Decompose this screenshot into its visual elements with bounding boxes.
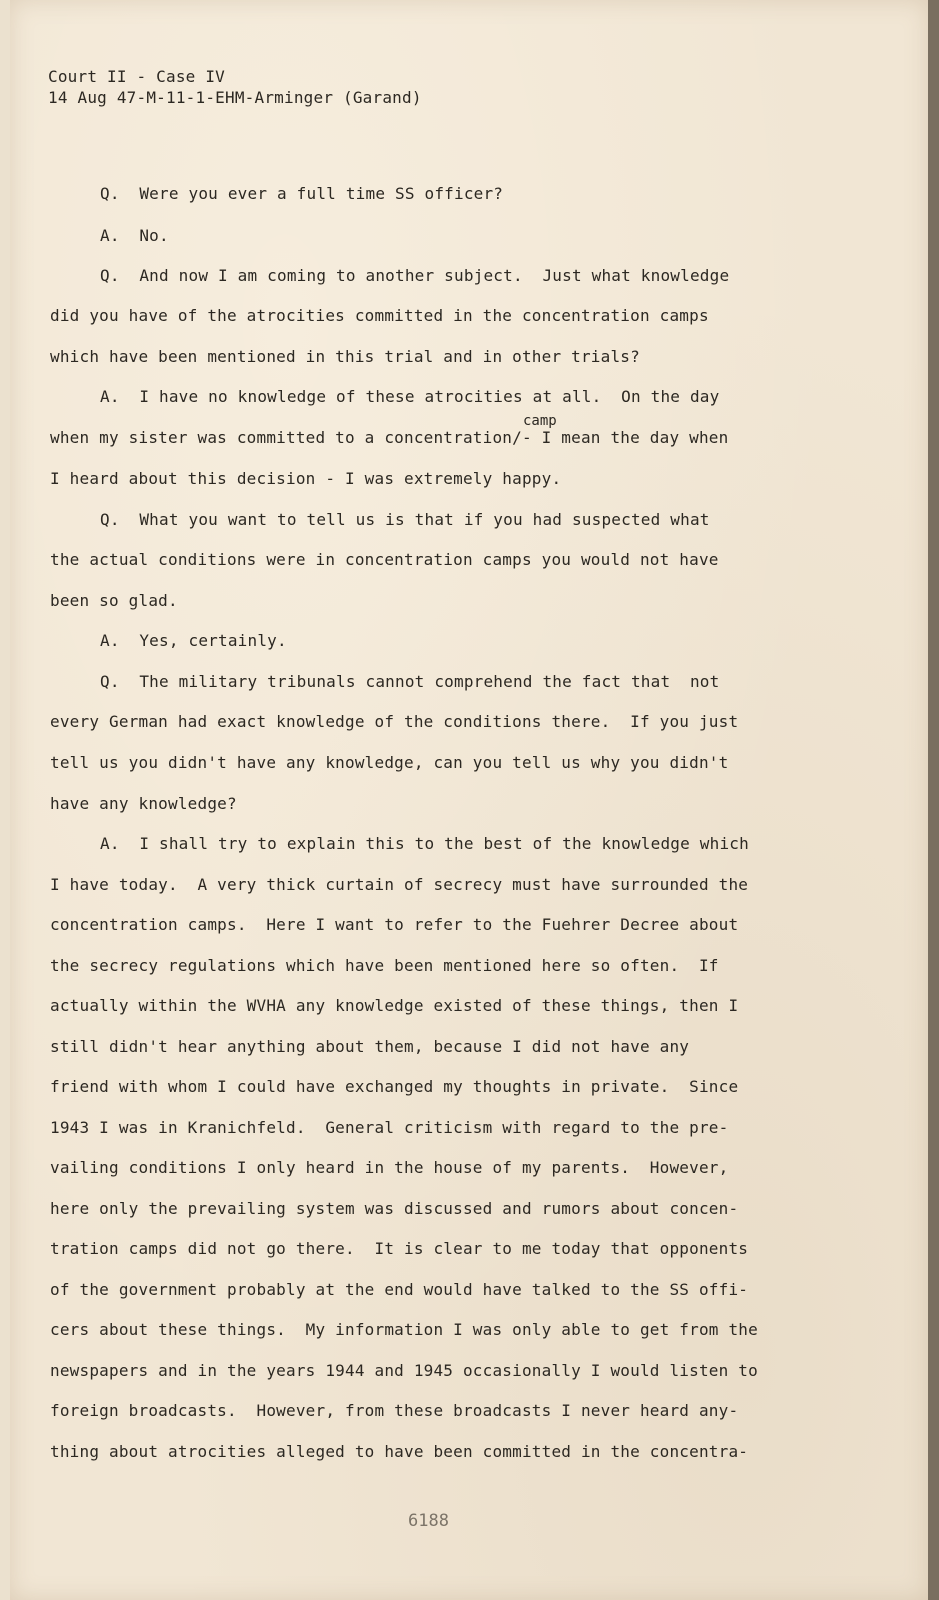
transcript-line: Q. What you want to tell us is that if you had suspected what bbox=[100, 510, 710, 529]
transcript-line: which have been mentioned in this trial and in other trials? bbox=[50, 347, 640, 366]
transcript-line: A. I have no knowledge of these atrocities at all. On the day bbox=[100, 387, 720, 406]
transcript-line: still didn't hear anything about them, because I did not have any bbox=[50, 1037, 690, 1056]
interlinear-insertion: camp bbox=[523, 413, 557, 429]
transcript-line: 1943 I was in Kranichfeld. General criticism with regard to the pre- bbox=[50, 1118, 729, 1137]
transcript-line: concentration camps. Here I want to refer to the Fuehrer Decree about bbox=[50, 915, 739, 934]
transcript-line: newspapers and in the years 1944 and 1945 occasionally I would listen to bbox=[50, 1361, 758, 1380]
transcript-line: of the government probably at the end would have talked to the SS offi- bbox=[50, 1280, 749, 1299]
transcript-line: Q. And now I am coming to another subject. Just what knowledge bbox=[100, 266, 730, 285]
transcript-line: thing about atrocities alleged to have been committed in the concentra- bbox=[50, 1442, 749, 1461]
transcript-line: I have today. A very thick curtain of secrecy must have surrounded the bbox=[50, 875, 749, 894]
transcript-line: did you have of the atrocities committed in the concentration camps bbox=[50, 306, 709, 325]
document-header bbox=[48, 66, 422, 108]
transcript-line: friend with whom I could have exchanged my thoughts in private. Since bbox=[50, 1077, 739, 1096]
transcript-line: here only the prevailing system was discussed and rumors about concen- bbox=[50, 1199, 739, 1218]
transcript-line: the actual conditions were in concentration camps you would not have bbox=[50, 550, 719, 569]
transcript-line: A. No. bbox=[100, 226, 169, 245]
document-page bbox=[10, 0, 928, 1600]
transcript-line: Q. The military tribunals cannot comprehend the fact that not bbox=[100, 672, 720, 691]
transcript-line: tell us you didn't have any knowledge, can you tell us why you didn't bbox=[50, 753, 729, 772]
transcript-line: have any knowledge? bbox=[50, 794, 237, 813]
transcript-line: A. I shall try to explain this to the best of the knowledge which bbox=[100, 834, 749, 853]
transcript-line: cers about these things. My information I was only able to get from the bbox=[50, 1320, 758, 1339]
transcript-line: Q. Were you ever a full time SS officer? bbox=[100, 184, 504, 203]
page-number: 6188 bbox=[408, 1511, 449, 1531]
header-court-case: Court II - Case IV bbox=[48, 67, 225, 86]
transcript-line: I heard about this decision - I was extremely happy. bbox=[50, 469, 562, 488]
transcript-line: vailing conditions I only heard in the house of my parents. However, bbox=[50, 1158, 729, 1177]
transcript-line: the secrecy regulations which have been mentioned here so often. If bbox=[50, 956, 719, 975]
header-date-reference: 14 Aug 47-M-11-1-EHM-Arminger (Garand) bbox=[48, 88, 422, 107]
transcript-line: every German had exact knowledge of the conditions there. If you just bbox=[50, 712, 739, 731]
transcript-line: been so glad. bbox=[50, 591, 178, 610]
transcript-line: A. Yes, certainly. bbox=[100, 631, 287, 650]
transcript-line: when my sister was committed to a concentration/- I mean the day when bbox=[50, 428, 729, 447]
transcript-line: tration camps did not go there. It is clear to me today that opponents bbox=[50, 1239, 749, 1258]
transcript-line: actually within the WVHA any knowledge existed of these things, then I bbox=[50, 996, 739, 1015]
transcript-line: foreign broadcasts. However, from these broadcasts I never heard any- bbox=[50, 1401, 739, 1420]
